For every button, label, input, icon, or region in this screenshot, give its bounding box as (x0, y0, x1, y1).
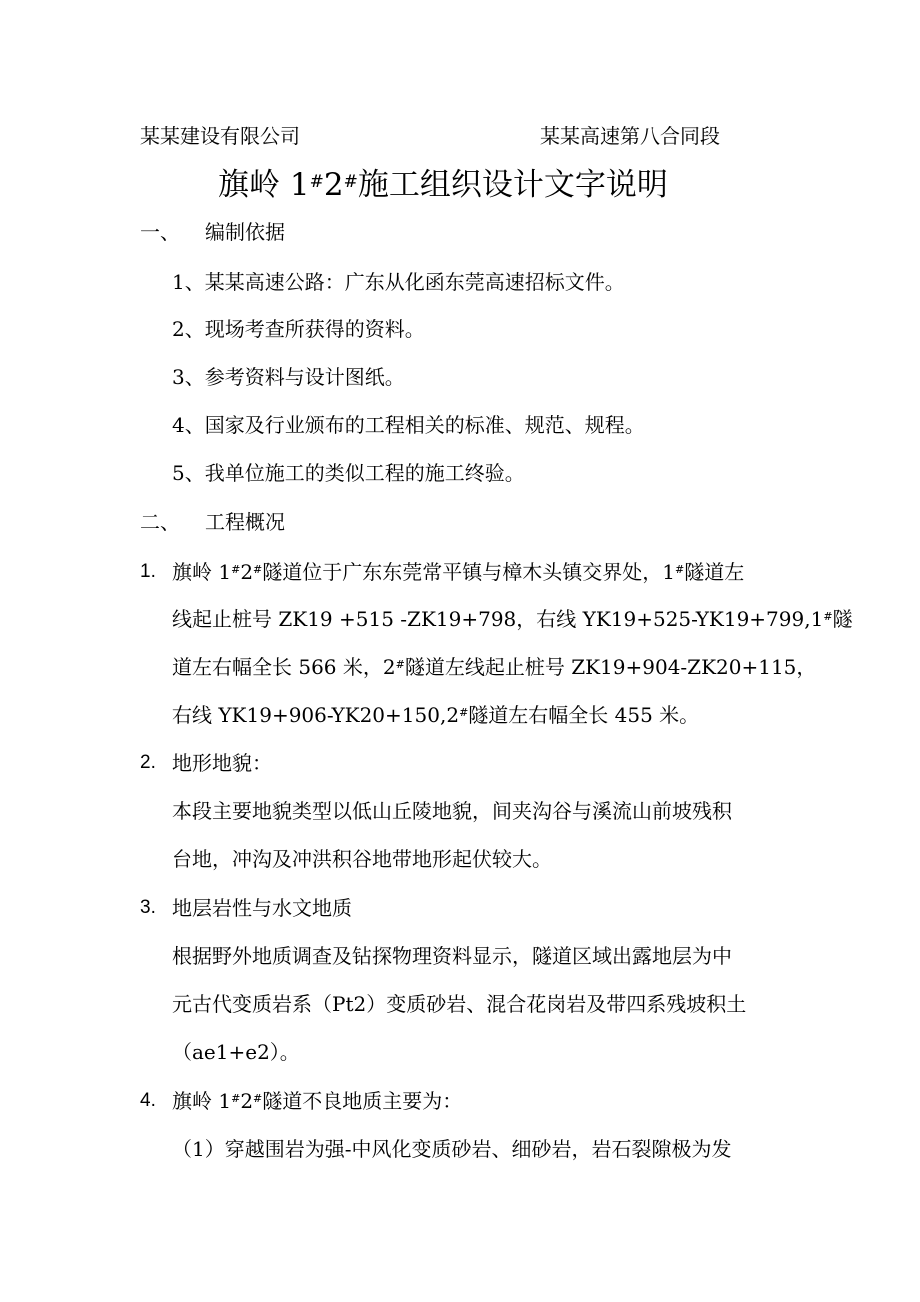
title-part3: 施工组织设计文字说明 (357, 167, 668, 203)
item1-l2a: 线起止桩号 ZK19 +515 -ZK19+798，右线 YK19+525-YK19+799,1 (172, 607, 824, 631)
section1-heading: 编制依据 (205, 220, 285, 244)
item1-sup: # (231, 562, 241, 576)
section1-item: 5、我单位施工的类似工程的施工终验。 (172, 461, 525, 485)
item3-number: 3. (140, 897, 156, 918)
item4-sup: # (231, 1091, 241, 1105)
item1-l4b: 隧道左右幅全长 455 米。 (468, 703, 700, 727)
item2-number: 2. (140, 752, 156, 773)
item2-line2: 台地，冲沟及冲洪积谷地带地形起伏较大。 (172, 847, 552, 871)
title-sup2: # (343, 171, 358, 192)
title-part2: 2 (323, 167, 344, 203)
item1-l1d: 隧道左 (684, 560, 745, 584)
item1-line4 (172, 703, 699, 727)
item1-sup: # (395, 657, 405, 671)
item3-line1: 根据野外地质调查及钻探物理资料显示，隧道区域出露地层为中 (172, 944, 732, 968)
item1-l1b: 2 (240, 560, 254, 584)
item4-number: 4. (140, 1090, 156, 1111)
item1-sup: # (253, 562, 263, 576)
section2-heading: 工程概况 (205, 510, 285, 534)
item3-heading: 地层岩性与水文地质 (172, 896, 352, 920)
section1-number: 一、 (140, 220, 180, 244)
item1-sup: # (675, 562, 685, 576)
item4-heading (172, 1089, 462, 1113)
item1-sup: # (823, 609, 833, 623)
section1-item: 4、国家及行业颁布的工程相关的标准、规范、规程。 (172, 413, 645, 437)
title-part1: 旗岭 1 (218, 167, 310, 203)
item4-c: 隧道不良地质主要为： (262, 1089, 463, 1113)
section1-item: 1、某某高速公路：广东从化函东莞高速招标文件。 (172, 270, 625, 294)
item4-sub1: （1）穿越围岩为强-中风化变质砂岩、细砂岩，岩石裂隙极为发 (172, 1137, 732, 1161)
item2-heading: 地形地貌： (172, 751, 272, 775)
item1-l3b: 隧道左线起止桩号 ZK19+904-ZK20+115， (404, 655, 817, 679)
item4-b: 2 (240, 1089, 254, 1113)
item2-line1: 本段主要地貌类型以低山丘陵地貌，间夹沟谷与溪流山前坡残积 (172, 799, 732, 823)
page-title (218, 166, 668, 204)
item1-line3 (172, 655, 816, 679)
header-section: 某某高速第八合同段 (540, 124, 720, 148)
item1-l3a: 道左右幅全长 566 米，2 (172, 655, 396, 679)
item1-number: 1. (140, 561, 156, 582)
item1-line1 (172, 560, 744, 584)
section1-item: 2、现场考查所获得的资料。 (172, 317, 425, 341)
item1-l1a: 旗岭 1 (172, 560, 232, 584)
item1-l4a: 右线 YK19+906-YK20+150,2 (172, 703, 460, 727)
item1-sup: # (459, 705, 469, 719)
section2-number: 二、 (140, 510, 180, 534)
item1-line2 (172, 607, 853, 631)
item1-l2b: 隧 (832, 607, 853, 631)
item4-a: 旗岭 1 (172, 1089, 232, 1113)
header-company: 某某建设有限公司 (140, 124, 300, 148)
item3-line2: 元古代变质岩系（Pt2）变质砂岩、混合花岗岩及带四系残坡积土 (172, 992, 747, 1016)
item4-sup: # (253, 1091, 263, 1105)
section1-item: 3、参考资料与设计图纸。 (172, 365, 405, 389)
item1-l1c: 隧道位于广东东莞常平镇与樟木头镇交界处，1 (262, 560, 675, 584)
item3-line3: （aе1+e2）。 (172, 1040, 300, 1064)
title-sup1: # (309, 171, 324, 192)
